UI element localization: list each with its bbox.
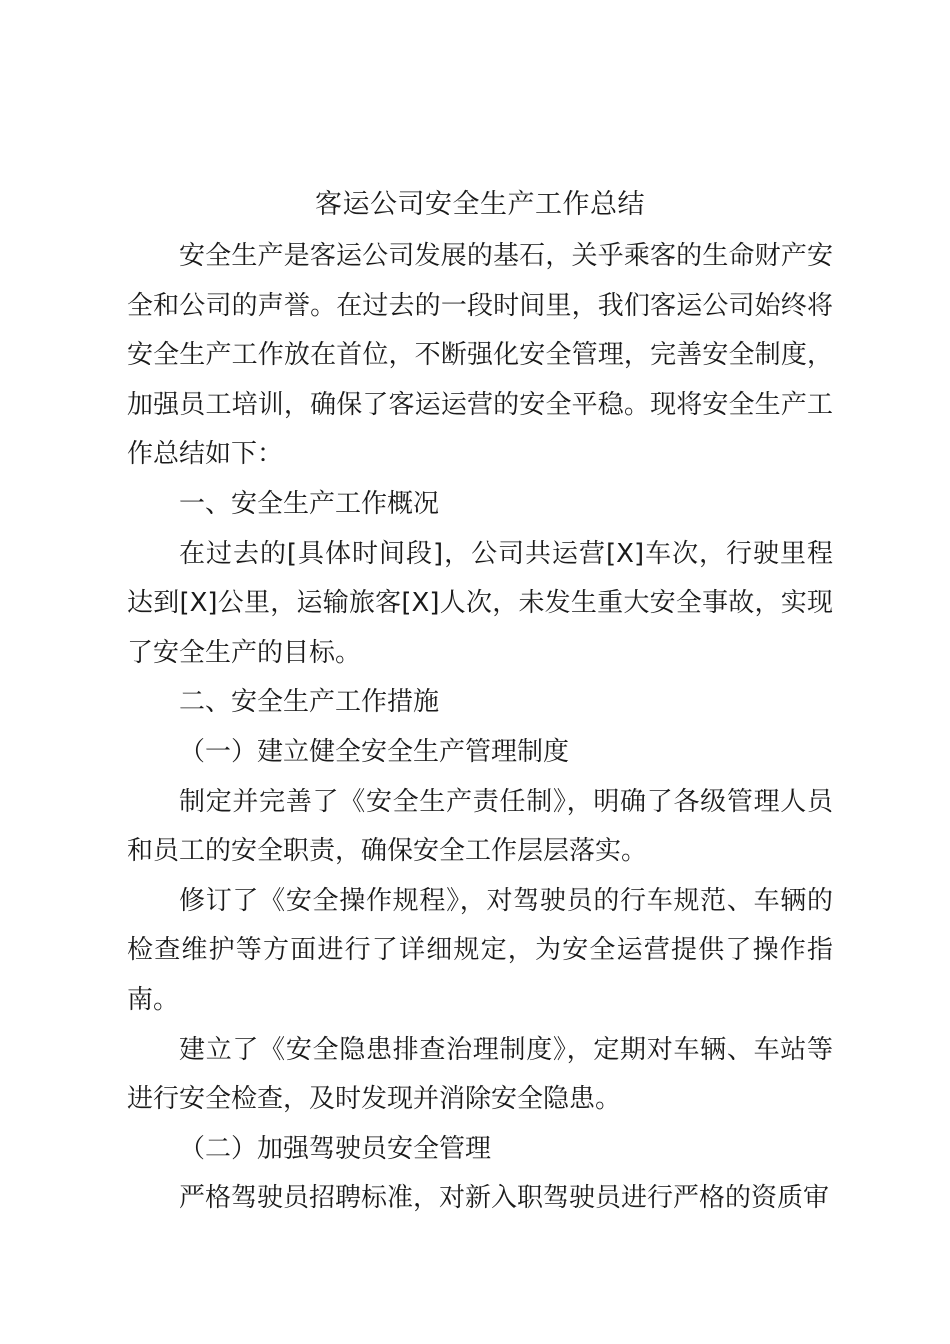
subsection-1-paragraph-3: 建立了《安全隐患排查治理制度》，定期对车辆、车站等进行安全检查，及时发现并消除安全隐患。 (127, 1034, 833, 1115)
subsection-1-heading: （一）建立健全安全生产管理制度 (179, 736, 570, 767)
subsection-2-heading: （二）加强驾驶员安全管理 (179, 1133, 492, 1164)
subsection-1-paragraph-1: 制定并完善了《安全生产责任制》，明确了各级管理人员和员工的安全职责，确保安全工作层层落实。 (127, 786, 833, 867)
document-title: 客运公司安全生产工作总结 (315, 189, 645, 220)
section-1-paragraph: 在过去的[具体时间段]，公司共运营[X]车次，行驶里程达到[X]公里，运输旅客[X]人次，未发生重大安全事故，实现了安全生产的目标。 (127, 538, 833, 668)
subsection-2-paragraph-1: 严格驾驶员招聘标准，对新入职驾驶员进行严格的资质审 (179, 1183, 830, 1214)
subsection-1-paragraph-2: 修订了《安全操作规程》，对驾驶员的行车规范、车辆的检查维护等方面进行了详细规定，为安全运营提供了操作指南。 (127, 885, 833, 1015)
section-1-heading: 一、安全生产工作概况 (179, 488, 440, 519)
section-2-heading: 二、安全生产工作措施 (179, 687, 440, 718)
document-body (127, 182, 833, 1224)
intro-paragraph: 安全生产是客运公司发展的基石，关乎乘客的生命财产安全和公司的声誉。在过去的一段时间里，我们客运公司始终将安全生产工作放在首位，不断强化安全管理，完善安全制度，加强员工培训，确保了客运运营的安全平稳。现将安全生产工作总结如下： (127, 241, 833, 470)
